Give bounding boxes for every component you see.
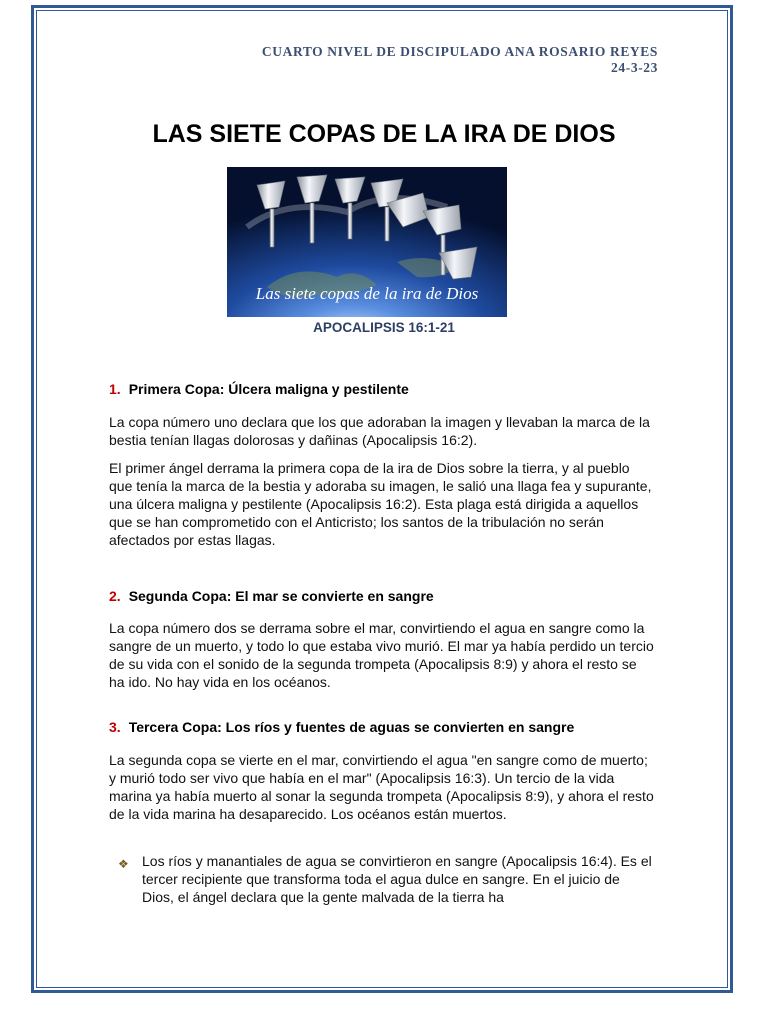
header-author: CUARTO NIVEL DE DISCIPULADO ANA ROSARIO REYES: [261, 44, 658, 59]
section-1-paragraph-2: El primer ángel derrama la primera copa de la ira de Dios sobre la tierra, y al pueblo que tenía la marca de la bestia y adoraba su imagen, le salió una llaga fea y supurante, una úlcera maligna y pestilente (Apocalipsis 16:2). Esta plaga está dirigida a aquellos que se han comprometido con el Anticristo; los santos de la tribulación no serán afectados por estas llagas.: [109, 460, 652, 548]
section-1-number: 1.: [109, 381, 121, 397]
illustration-seven-bowls: [227, 167, 507, 317]
arrow-bullet-icon: ❖: [118, 857, 129, 871]
section-1-title: Primera Copa: Úlcera maligna y pestilente: [128, 381, 409, 397]
bowls-earth-graphic: [227, 167, 507, 317]
header-date: 24-3-23: [611, 60, 658, 75]
illustration-caption: Las siete copas de la ira de Dios: [255, 284, 479, 303]
section-3-heading: [109, 719, 574, 735]
section-3-bullet: Los ríos y manantiales de agua se convirtieron en sangre (Apocalipsis 16:4). Es el tercer recipiente que transforma toda el agua dulce en sangre. En el juicio de Dios, el ángel declara que la gente malvada de la tierra ha: [142, 853, 652, 905]
scripture-reference: APOCALIPSIS 16:1-21: [313, 320, 455, 335]
section-2-title: Segunda Copa: El mar se convierte en sangre: [128, 588, 434, 604]
section-2-paragraph-1: La copa número dos se derrama sobre el mar, convirtiendo el agua en sangre como la sangre de un muerto, y todo lo que estaba vivo murió. El mar ya había perdido un tercio de su vida con el sonido de la segunda trompeta (Apocalipsis 8:9) y ahora el resto se ha ido. No hay vida en los océanos.: [109, 620, 654, 690]
section-1-heading: [109, 381, 409, 397]
section-2-heading: [109, 588, 434, 604]
page-title: LAS SIETE COPAS DE LA IRA DE DIOS: [152, 120, 616, 148]
document-header: [262, 44, 658, 76]
section-3-title: Tercera Copa: Los ríos y fuentes de aguas se convierten en sangre: [128, 719, 575, 735]
section-3-paragraph-1: La segunda copa se vierte en el mar, convirtiendo el agua "en sangre como de muerto; y murió todo ser vivo que había en el mar" (Apocalipsis 16:3). Un tercio de la vida marina ya había muerto al sonar la segunda trompeta (Apocalipsis 8:9), y ahora el resto de la vida marina ha desaparecido. Los océanos están muertos.: [109, 752, 654, 822]
section-3-number: 3.: [109, 719, 121, 735]
section-2-number: 2.: [109, 588, 121, 604]
section-1-paragraph-1: La copa número uno declara que los que adoraban la imagen y llevaban la marca de la bestia tenían llagas dolorosas y dañinas (Apocalipsis 16:2).: [109, 414, 650, 448]
